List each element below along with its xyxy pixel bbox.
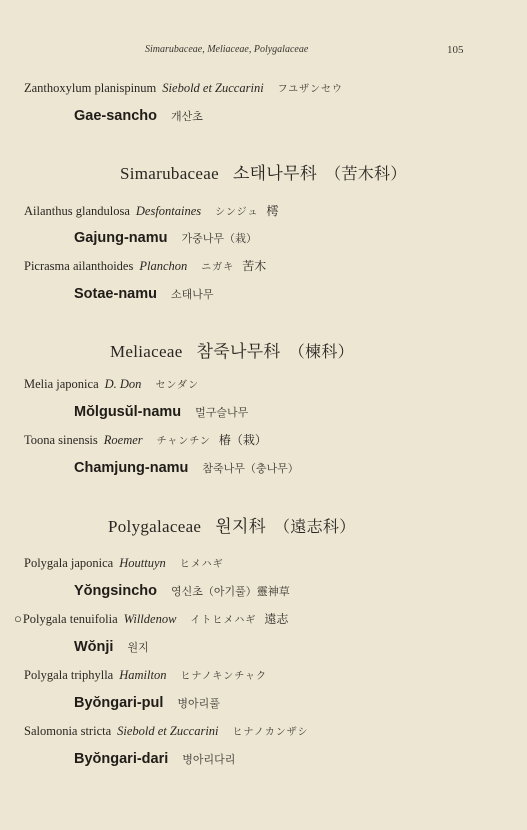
species-author: Roemer bbox=[103, 433, 143, 447]
species-author: D. Don bbox=[104, 377, 142, 391]
hangul-name: 개산초 bbox=[171, 110, 203, 123]
species-line bbox=[24, 431, 267, 451]
species-name: Polygala japonica bbox=[24, 556, 114, 570]
korean-romanization-line bbox=[74, 285, 214, 304]
family-name: Polygalaceae bbox=[108, 517, 202, 536]
japanese-name: センダン bbox=[155, 380, 200, 391]
hangul-name: 참죽나무（충나무） bbox=[202, 462, 299, 475]
japanese-name: ヒメハギ bbox=[179, 559, 224, 570]
hangul-name: 병아리다리 bbox=[182, 753, 236, 766]
species-name: Polygala triphylla bbox=[24, 668, 114, 682]
species-line bbox=[24, 257, 266, 277]
chinese-name: 遠志 bbox=[264, 612, 289, 626]
family-name: Simarubaceae bbox=[120, 164, 219, 183]
chinese-name: 椿（栽） bbox=[218, 433, 267, 447]
romanized-name: Gae-sancho bbox=[74, 108, 157, 124]
species-name: Polygala tenuifolia bbox=[22, 612, 118, 626]
species-name: Melia japonica bbox=[24, 377, 99, 391]
species-name: Toona sinensis bbox=[24, 433, 98, 447]
species-author: Siebold et Zuccarini bbox=[162, 81, 264, 95]
family-chinese-name: （苦木科） bbox=[325, 164, 407, 183]
japanese-name: ニガキ bbox=[201, 262, 235, 273]
running-title: Simarubaceae, Meliaceae, Polygalaceae bbox=[145, 44, 309, 55]
page-header bbox=[0, 44, 527, 60]
family-korean-name: 소태나무科 bbox=[232, 164, 318, 184]
romanized-name: Byŏngari-dari bbox=[74, 751, 169, 767]
family-heading bbox=[120, 165, 407, 183]
species-author: Planchon bbox=[139, 259, 188, 273]
species-author: Houttuyn bbox=[119, 556, 166, 570]
hangul-name: 병아리풀 bbox=[177, 697, 220, 710]
family-heading bbox=[110, 343, 354, 361]
romanized-name: Sotae-namu bbox=[74, 286, 157, 302]
romanized-name: Yŏngsincho bbox=[74, 583, 157, 599]
korean-romanization-line bbox=[74, 582, 290, 601]
chinese-name: 樗 bbox=[266, 204, 279, 218]
page-number: 105 bbox=[447, 44, 464, 56]
species-line bbox=[14, 610, 288, 630]
hangul-name: 가중나무（栽） bbox=[181, 232, 257, 245]
hangul-name: 영신초（아기풀）靈神草 bbox=[170, 585, 290, 598]
family-heading bbox=[108, 518, 356, 536]
japanese-name: イトヒメハギ bbox=[190, 615, 257, 626]
japanese-name: ヒナノカンザシ bbox=[232, 727, 309, 738]
family-chinese-name: （楝科） bbox=[288, 342, 354, 361]
korean-romanization-line bbox=[74, 229, 257, 248]
species-line bbox=[24, 554, 224, 574]
species-line bbox=[24, 375, 199, 395]
romanized-name: Gajung-namu bbox=[74, 230, 168, 246]
family-korean-name: 원지科 bbox=[215, 517, 267, 537]
species-line bbox=[24, 722, 309, 742]
family-korean-name: 참죽나무科 bbox=[196, 342, 281, 362]
romanized-name: Chamjung-namu bbox=[74, 460, 189, 476]
species-name: Zanthoxylum planispinum bbox=[24, 81, 157, 95]
hangul-name: 원지 bbox=[127, 641, 149, 654]
species-author: Willdenow bbox=[123, 612, 177, 626]
species-name: Picrasma ailanthoides bbox=[24, 259, 134, 273]
chinese-name: 苦木 bbox=[242, 259, 267, 273]
species-line bbox=[24, 202, 279, 222]
korean-romanization-line bbox=[74, 459, 299, 478]
species-name: Ailanthus glandulosa bbox=[24, 204, 130, 218]
korean-romanization-line bbox=[74, 638, 149, 657]
korean-romanization-line bbox=[74, 750, 235, 769]
species-line bbox=[24, 666, 267, 686]
species-author: Desfontaines bbox=[135, 204, 202, 218]
korean-romanization-line bbox=[74, 107, 203, 126]
hangul-name: 멀구슬나무 bbox=[195, 406, 249, 419]
japanese-name: フユザンセウ bbox=[277, 84, 343, 95]
japanese-name: チャンチン bbox=[156, 436, 211, 447]
family-chinese-name: （遠志科） bbox=[274, 517, 356, 536]
family-name: Meliaceae bbox=[110, 342, 183, 361]
romanized-name: Byŏngari-pul bbox=[74, 695, 164, 711]
japanese-name: シンジュ bbox=[215, 207, 259, 218]
species-author: Hamilton bbox=[119, 668, 167, 682]
korean-romanization-line bbox=[74, 694, 220, 713]
japanese-name: ヒナノキンチャク bbox=[180, 671, 267, 682]
species-line bbox=[24, 79, 343, 99]
romanized-name: Mŏlgusŭl-namu bbox=[74, 404, 182, 420]
species-author: Siebold et Zuccarini bbox=[117, 724, 219, 738]
hangul-name: 소태나무 bbox=[171, 288, 214, 301]
circle-mark: ○ bbox=[14, 611, 22, 626]
romanized-name: Wŏnji bbox=[74, 639, 114, 655]
species-name: Salomonia stricta bbox=[24, 724, 112, 738]
korean-romanization-line bbox=[74, 403, 248, 422]
